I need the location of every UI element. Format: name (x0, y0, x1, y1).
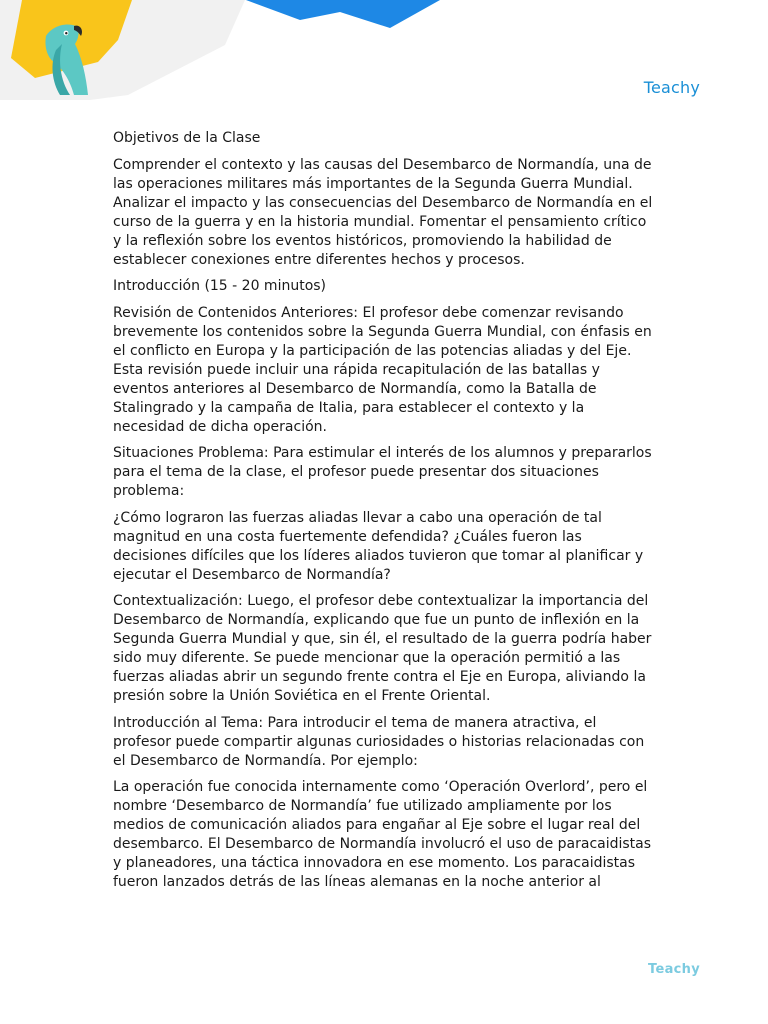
paragraph-preguntas: ¿Cómo lograron las fuerzas aliadas llevar a cabo una operación de tal magnitud en una costa fuertemente defendida? ¿Cuáles fueron las decisiones difíciles que los líderes aliados tuvieron que tomar al planificar y ejecutar el Desembarco de Normandía? (113, 509, 644, 583)
paragraph-objetivos: Comprender el contexto y las causas del Desembarco de Normandía, una de las operaciones militares más importantes de la Segunda Guerra Mundial. Analizar el impacto y las consecuencias del Desembarco de Normandía en el curso de la guerra y en la historia mundial. Fomentar el pensamiento crítico y la reflexión sobre los eventos históricos, promoviendo la habilidad de establecer conexiones entre diferentes hechos y procesos. (113, 156, 653, 268)
paragraph-introduccion-tema: Introducción al Tema: Para introducir el tema de manera atractiva, el profesor puede compartir algunas curiosidades o historias relacionadas con el Desembarco de Normandía. Por ejemplo: (113, 714, 645, 769)
section-heading-objetivos: Objetivos de la Clase (113, 130, 261, 146)
header-blue-shape (246, 0, 440, 28)
document-body (113, 129, 658, 900)
section-heading-introduccion: Introducción (15 - 20 minutos) (113, 278, 327, 294)
paragraph-revision: Revisión de Contenidos Anteriores: El profesor debe comenzar revisando brevemente los contenidos sobre la Segunda Guerra Mundial, con énfasis en el conflicto en Europa y la participación de las potencias aliadas y del Eje. Esta revisión puede incluir una rápida recapitulación de las batallas y eventos anteriores al Desembarco de Normandía, como la Batalla de Stalingrado y la campaña de Italia, para establecer el contexto y la necesidad de dicha operación. (113, 304, 652, 435)
paragraph-contextualizacion: Contextualización: Luego, el profesor debe contextualizar la importancia del Desembarco de Normandía, explicando que fue un punto de inflexión en la Segunda Guerra Mundial y que, sin él, el resultado de la guerra podría haber sido muy diferente. Se puede mencionar que la operación permitió a las fuerzas aliadas abrir un segundo frente contra el Eje en Europa, aliviando la presión sobre la Unión Soviética en el Frente Oriental. (113, 593, 652, 704)
paragraph-operacion: La operación fue conocida internamente como ‘Operación Overlord’, pero el nombre ‘Desembarco de Normandía’ fue utilizado ampliamente por los medios de comunicación aliados para engañar al Eje sobre el lugar real del desembarco. El Desembarco de Normandía involucró el uso de paracaidistas y planeadores, una táctica innovadora en ese momento. Los paracaidistas fueron lanzados detrás de las líneas alemanas en la noche anterior al (113, 779, 652, 890)
brand-logo-bottom: Teachy (648, 962, 700, 977)
paragraph-situaciones: Situaciones Problema: Para estimular el interés de los alumnos y prepararlos para el tema de la clase, el profesor puede presentar dos situaciones problema: (113, 445, 652, 499)
brand-logo-top: Teachy (643, 78, 700, 97)
